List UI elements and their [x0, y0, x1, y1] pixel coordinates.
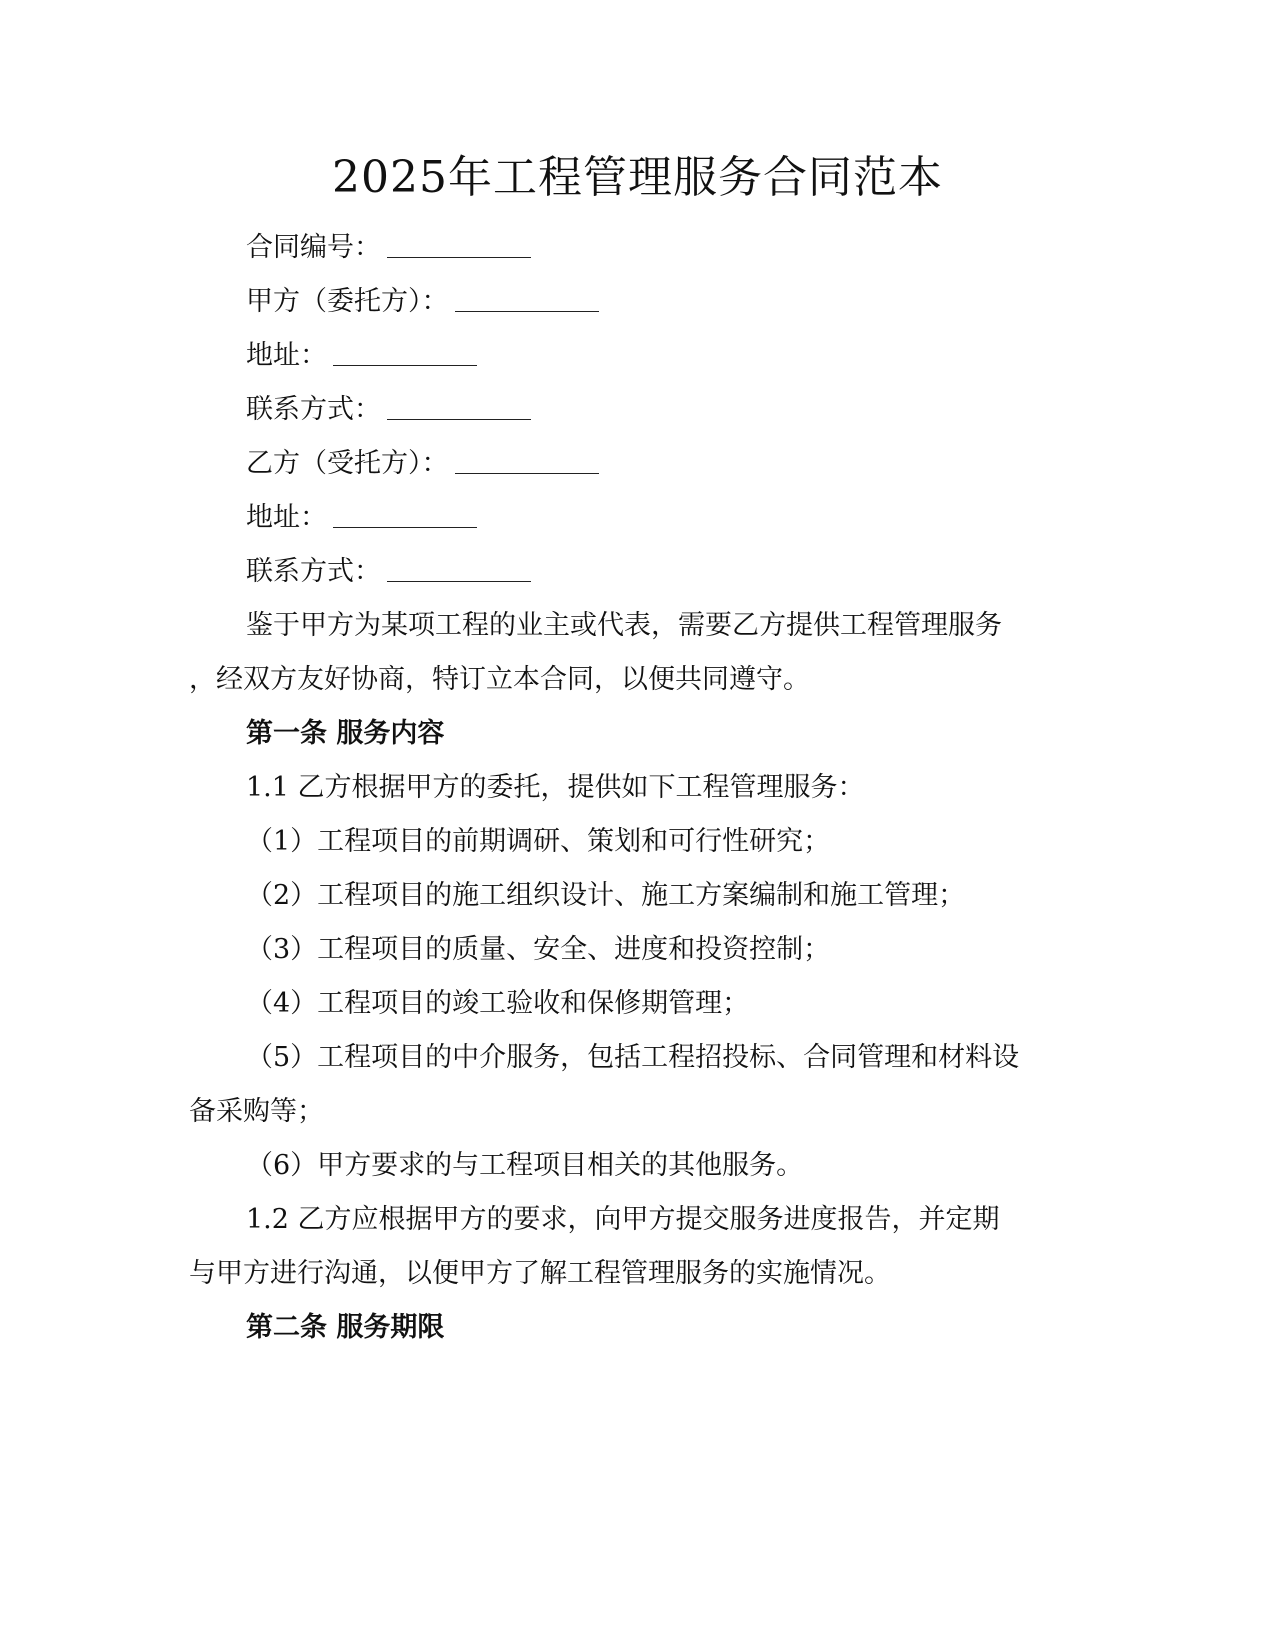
party-b-address-field	[246, 498, 477, 538]
party-b-contact-field	[246, 552, 531, 592]
blank-line	[333, 499, 477, 528]
field-label: 甲方（委托方）：	[246, 286, 449, 317]
field-label: 合同编号：	[246, 232, 381, 263]
article-2-heading: 第二条 服务期限	[246, 1312, 445, 1343]
article-1-heading: 第一条 服务内容	[246, 718, 445, 749]
party-a-contact-field	[246, 390, 531, 430]
service-item-2: （2）工程项目的施工组织设计、施工方案编制和施工管理；	[246, 880, 966, 911]
blank-line	[333, 337, 477, 366]
blank-line	[455, 445, 599, 474]
contract-number-field	[246, 228, 531, 268]
service-item-5: （5）工程项目的中介服务，包括工程招投标、合同管理和材料设	[246, 1042, 1020, 1073]
clause-1-2-line-2: 与甲方进行沟通，以便甲方了解工程管理服务的实施情况。	[189, 1258, 891, 1289]
party-a-field	[246, 282, 599, 322]
document-title: 2025年工程管理服务合同范本	[332, 152, 943, 203]
party-b-field	[246, 444, 599, 484]
field-label: 乙方（受托方）：	[246, 448, 449, 479]
blank-line	[387, 391, 531, 420]
field-label: 地址：	[246, 502, 327, 533]
clause-1-1: 1.1 乙方根据甲方的委托，提供如下工程管理服务：	[246, 772, 865, 803]
clause-1-2-line-1: 1.2 乙方应根据甲方的要求，向甲方提交服务进度报告，并定期	[246, 1204, 1000, 1235]
blank-line	[387, 553, 531, 582]
service-item-6: （6）甲方要求的与工程项目相关的其他服务。	[246, 1150, 804, 1181]
service-item-3: （3）工程项目的质量、安全、进度和投资控制；	[246, 934, 831, 965]
preamble-line-2: ，经双方友好协商，特订立本合同，以便共同遵守。	[189, 664, 810, 695]
field-label: 联系方式：	[246, 556, 381, 587]
party-a-address-field	[246, 336, 477, 376]
field-label: 联系方式：	[246, 394, 381, 425]
field-label: 地址：	[246, 340, 327, 371]
blank-line	[455, 283, 599, 312]
service-item-4: （4）工程项目的竣工验收和保修期管理；	[246, 988, 750, 1019]
preamble-line-1: 鉴于甲方为某项工程的业主或代表，需要乙方提供工程管理服务	[246, 610, 1002, 641]
blank-line	[387, 229, 531, 258]
service-item-1: （1）工程项目的前期调研、策划和可行性研究；	[246, 826, 831, 857]
service-item-5-continued: 备采购等；	[189, 1096, 324, 1127]
